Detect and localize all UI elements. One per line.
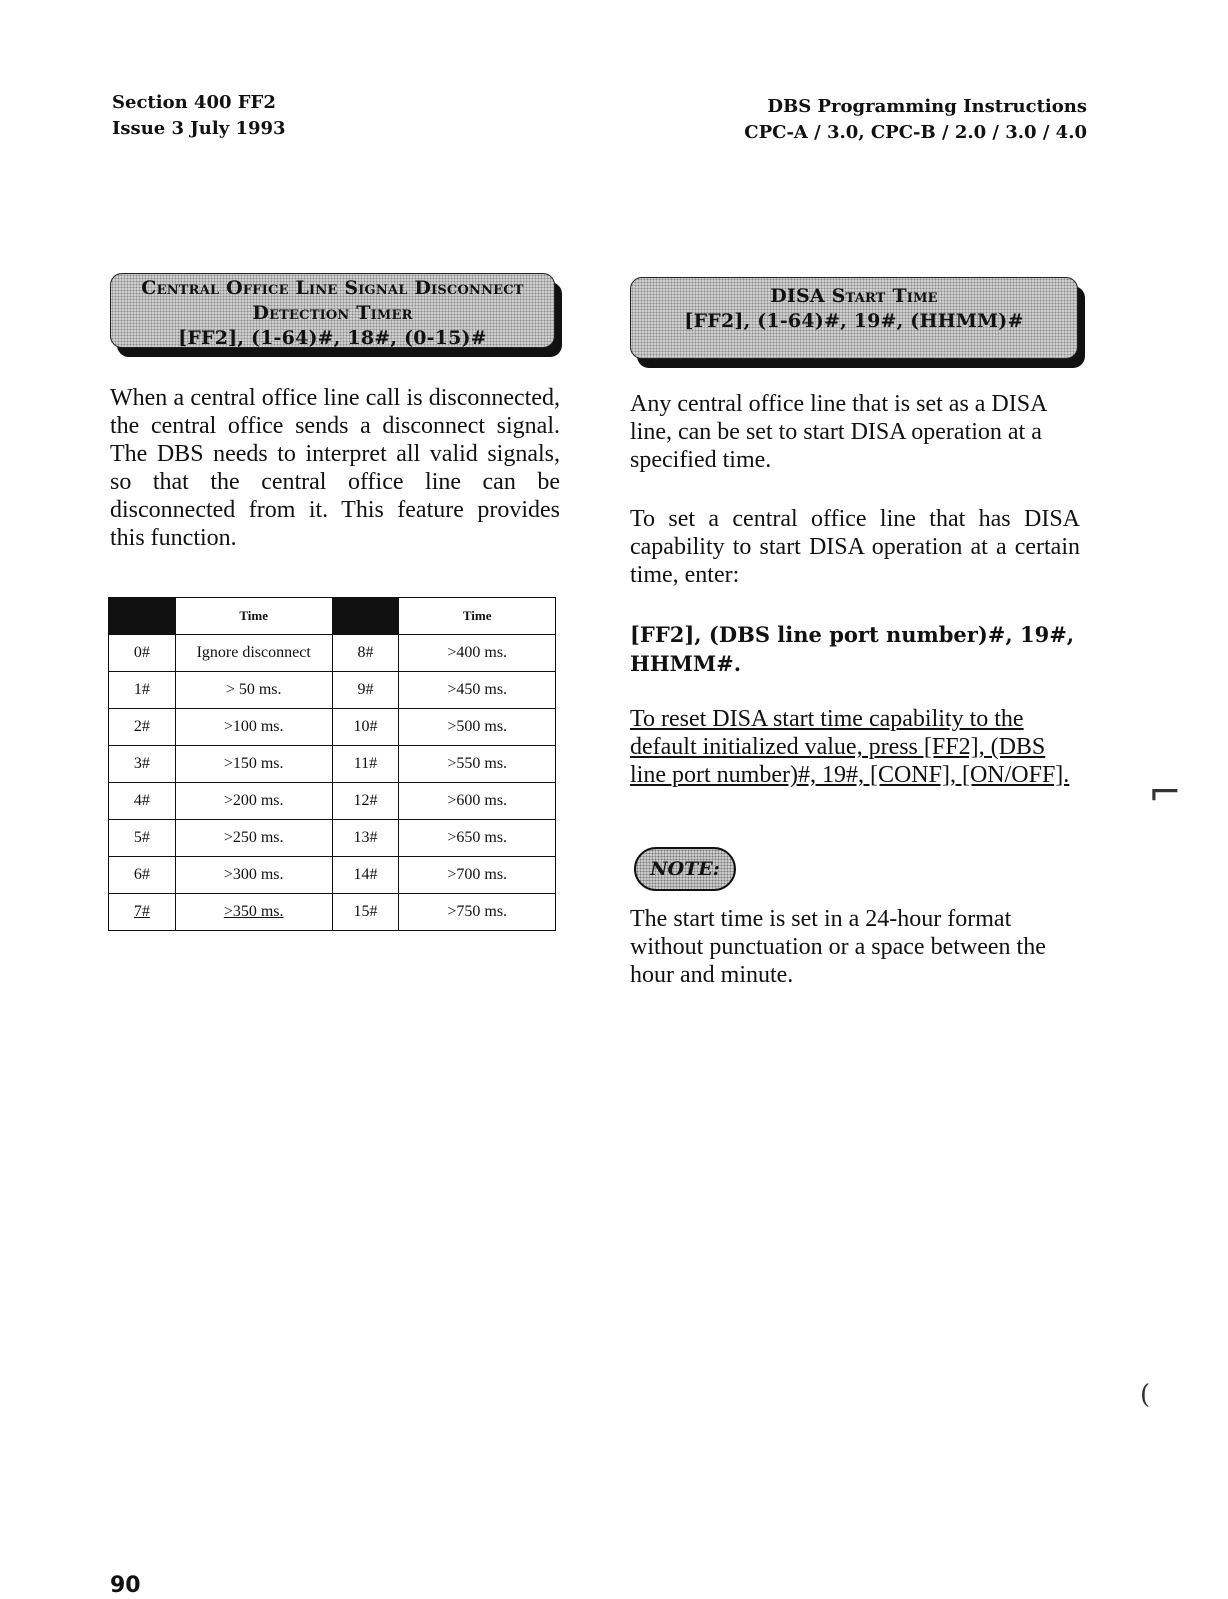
time-cell: >700 ms.: [399, 857, 556, 894]
time-cell: >150 ms.: [175, 746, 332, 783]
time-cell: >750 ms.: [399, 894, 556, 931]
code-cell: 14#: [332, 857, 399, 894]
table-row: [109, 746, 556, 783]
feature-code-line: [FF2], (1-64)#, 19#, (HHMM)#: [684, 310, 1024, 332]
section-label: Section 400 FF2: [112, 92, 276, 113]
feature-title-box-disa-start-time: [630, 277, 1078, 359]
disa-command: [FF2], (DBS line port number)#, 19#, HHMM#.: [630, 622, 1075, 676]
disa-instruction: To set a central office line that has DISA capability to start DISA operation at a certain time, enter:: [630, 506, 1080, 588]
disa-description: Any central office line that is set as a DISA line, can be set to start DISA operation at a specified time.: [630, 391, 1047, 473]
time-cell: >500 ms.: [399, 709, 556, 746]
margin-mark-icon: ⌐: [1148, 770, 1182, 816]
code-cell: 0#: [109, 635, 176, 672]
table-row: [109, 857, 556, 894]
code-cell: 5#: [109, 820, 176, 857]
issue-date: Issue 3 July 1993: [112, 118, 286, 139]
feature-title: DISA Start Time: [770, 285, 938, 307]
feature-code-line: [FF2], (1-64)#, 18#, (0-15)#: [178, 327, 487, 349]
table-row: [109, 820, 556, 857]
time-cell: >400 ms.: [399, 635, 556, 672]
code-cell: 9#: [332, 672, 399, 709]
feature-title-line2: Detection Timer: [252, 302, 413, 324]
header-left: [112, 90, 286, 142]
header-time-cell: Time: [175, 598, 332, 635]
table-header-row: [109, 598, 556, 635]
note-text: The start time is set in a 24-hour format without punctuation or a space between the hour and minute.: [630, 906, 1046, 988]
time-cell: >600 ms.: [399, 783, 556, 820]
code-cell: 7#: [109, 894, 176, 931]
time-cell: >550 ms.: [399, 746, 556, 783]
code-cell: 8#: [332, 635, 399, 672]
code-cell: 2#: [109, 709, 176, 746]
time-cell: Ignore disconnect: [175, 635, 332, 672]
time-cell: >100 ms.: [175, 709, 332, 746]
feature-title-line1: Central Office Line Signal Disconnect: [141, 277, 524, 299]
table-row: [109, 672, 556, 709]
code-cell: 10#: [332, 709, 399, 746]
feature-title-box-disconnect-timer: [110, 273, 555, 348]
disconnect-timer-table: [108, 597, 556, 931]
feature-description: When a central office line call is disconnected, the central office sends a disconnect signal. The DBS needs to interpret all valid signals, so that the central office line can be disconnected from it. This feature provides this function.: [110, 385, 560, 551]
code-cell: 15#: [332, 894, 399, 931]
time-cell: >350 ms.: [175, 894, 332, 931]
table-row: [109, 894, 556, 931]
doc-versions: CPC-A / 3.0, CPC-B / 2.0 / 3.0 / 4.0: [744, 122, 1087, 143]
time-cell: > 50 ms.: [175, 672, 332, 709]
time-cell: >450 ms.: [399, 672, 556, 709]
code-cell: 13#: [332, 820, 399, 857]
header-blank-cell: [332, 598, 399, 635]
doc-title: DBS Programming Instructions: [767, 96, 1087, 117]
table-row: [109, 709, 556, 746]
code-cell: 4#: [109, 783, 176, 820]
time-cell: >250 ms.: [175, 820, 332, 857]
header-time-cell: Time: [399, 598, 556, 635]
page-number: 90: [110, 1573, 141, 1598]
header-blank-cell: [109, 598, 176, 635]
header-right: [744, 94, 1087, 146]
table-row: [109, 783, 556, 820]
disa-reset-instruction: To reset DISA start time capability to the default initialized value, press [FF2], (DBS line port number)#, 19#, [CONF], [ON/OFF].: [630, 706, 1070, 788]
note-badge: NOTE:: [634, 847, 736, 891]
table-row: [109, 635, 556, 672]
code-cell: 12#: [332, 783, 399, 820]
time-cell: >300 ms.: [175, 857, 332, 894]
time-cell: >650 ms.: [399, 820, 556, 857]
time-cell: >200 ms.: [175, 783, 332, 820]
code-cell: 3#: [109, 746, 176, 783]
margin-paren-icon: (: [1140, 1380, 1151, 1410]
code-cell: 6#: [109, 857, 176, 894]
code-cell: 11#: [332, 746, 399, 783]
code-cell: 1#: [109, 672, 176, 709]
